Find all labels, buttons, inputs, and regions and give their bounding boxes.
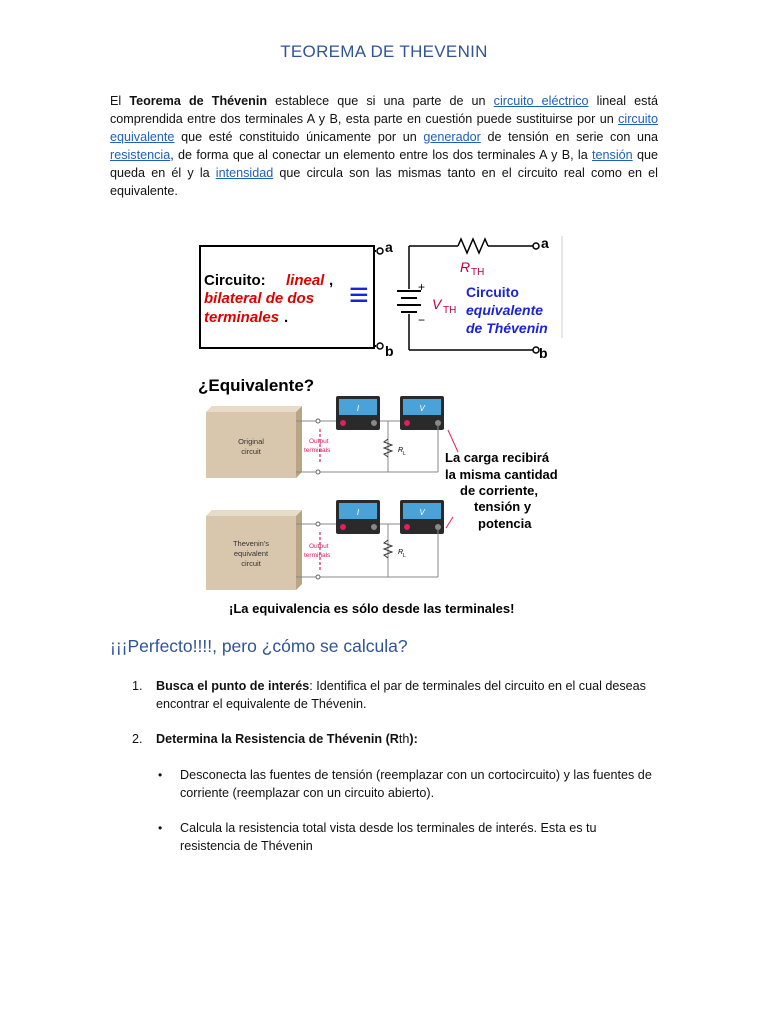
thevenin-label-2: equivalent bbox=[233, 549, 269, 558]
intro-text: El bbox=[110, 94, 130, 108]
period-label: . bbox=[284, 309, 289, 326]
output-label-1: Output bbox=[309, 438, 329, 445]
load-note-1: La carga recibirá bbox=[445, 450, 550, 465]
ammeter-label: I bbox=[356, 404, 360, 413]
equivalence-symbol: ≡ bbox=[349, 276, 369, 314]
link-circuito-electrico[interactable]: circuito eléctrico bbox=[493, 94, 589, 108]
load-note-2: la misma cantidad bbox=[445, 467, 558, 482]
rl-subscript: L bbox=[403, 451, 406, 457]
thevenin-label-1: Thevenin's bbox=[232, 539, 270, 548]
step-body: : Identifica el par de terminales del circuito en el cual deseas encontrar el equivalente de Thévenin. bbox=[156, 679, 646, 711]
original-label-2: circuit bbox=[241, 447, 261, 456]
thevenin-figure bbox=[198, 234, 570, 620]
intro-text: , de forma que al conectar un elemento entre los dos terminales A y B, la bbox=[170, 148, 593, 162]
intro-text: que esté constituido únicamente por un bbox=[174, 130, 424, 144]
bullet-mark: • bbox=[158, 768, 163, 782]
link-intensidad[interactable]: intensidad bbox=[215, 166, 274, 180]
bullet-text: Desconecta las fuentes de tensión (reemplazar con un cortocircuito) y las fuentes de corriente (reemplazar con un circuito abierto). bbox=[180, 768, 652, 800]
list-number: 1. bbox=[132, 679, 143, 693]
comma-label: , bbox=[329, 272, 334, 289]
circuit-label: Circuito: bbox=[204, 272, 266, 289]
output-label-2: terminals bbox=[304, 447, 331, 454]
page-title: TEOREMA DE THEVENIN bbox=[280, 42, 488, 61]
section-heading: ¡¡¡Perfecto!!!!, pero ¿cómo se calcula? bbox=[110, 636, 408, 656]
intro-text: establece que si una parte de un bbox=[267, 94, 494, 108]
terminal-a-dot bbox=[533, 243, 539, 249]
output-label-2: terminals bbox=[304, 552, 331, 559]
load-note-4: tensión y bbox=[474, 499, 532, 514]
rl-subscript: L bbox=[403, 553, 406, 559]
minus-sign: − bbox=[418, 313, 426, 327]
rl-label: R bbox=[398, 549, 404, 556]
equivalent-label-3: de Thévenin bbox=[466, 320, 548, 336]
step-small: th bbox=[398, 732, 410, 746]
arrow-line bbox=[448, 430, 458, 452]
equivalent-label-1: Circuito bbox=[466, 284, 519, 300]
terminal-a-dot bbox=[377, 248, 383, 254]
thevenin-label-3: circuit bbox=[241, 559, 261, 568]
load-note-5: potencia bbox=[478, 516, 532, 531]
equivalence-caption: ¡La equivalencia es sólo desde las terminales! bbox=[229, 601, 515, 616]
link-tension[interactable]: tensión bbox=[592, 148, 633, 162]
ammeter-label: I bbox=[356, 508, 360, 517]
terminal-b-label: b bbox=[385, 343, 394, 359]
original-label-1: Original bbox=[238, 437, 264, 446]
plus-sign: + bbox=[418, 280, 426, 294]
step-text bbox=[156, 677, 666, 713]
intro-text: que circula son las mismas tanto en el circuito real como en el equivalente. bbox=[110, 166, 658, 198]
step-text bbox=[156, 730, 666, 748]
equivalent-question: ¿Equivalente? bbox=[198, 376, 315, 395]
intro-paragraph bbox=[110, 92, 658, 200]
vth-label: V bbox=[432, 296, 442, 312]
bilateral-label: bilateral de dos bbox=[204, 290, 315, 307]
terminal-b-label: b bbox=[539, 345, 548, 361]
intro-text: lineal está comprendida entre dos terminales A y B, esta parte en cuestión puede sustituirse por un bbox=[110, 94, 658, 126]
equivalent-label-2: equivalente bbox=[466, 302, 544, 318]
rth-label: R bbox=[460, 259, 471, 275]
thevenin-equivalent-diagram bbox=[397, 235, 562, 361]
bullet-mark: • bbox=[158, 821, 163, 835]
resistor-rth bbox=[458, 239, 488, 253]
terminales-label: terminales bbox=[204, 309, 280, 326]
terminal-a-label: a bbox=[385, 239, 393, 255]
output-label-1: Output bbox=[309, 543, 329, 550]
voltmeter-label: V bbox=[419, 508, 425, 517]
terminal-b-dot bbox=[377, 343, 383, 349]
terminal-a-label: a bbox=[541, 235, 549, 251]
lineal-label: lineal bbox=[286, 272, 325, 289]
link-circuito-equivalente[interactable]: circuito equivalente bbox=[110, 112, 658, 144]
original-circuit-test bbox=[206, 396, 444, 478]
intro-text: que queda en él y la bbox=[110, 148, 658, 180]
voltmeter-label: V bbox=[419, 404, 425, 413]
step-bold-end: ): bbox=[409, 732, 418, 746]
link-resistencia[interactable]: resistencia bbox=[110, 148, 171, 162]
arrow-line bbox=[446, 517, 453, 528]
rl-label: R bbox=[398, 447, 404, 454]
step-bold: Busca el punto de interés bbox=[156, 679, 310, 693]
bullet-text: Calcula la resistencia total vista desde los terminales de interés. Esta es tu resistencia de Thévenin bbox=[180, 821, 597, 853]
intro-bold-term: Teorema de Thévenin bbox=[129, 94, 268, 108]
load-note-3: de corriente, bbox=[460, 483, 539, 498]
vth-subscript: TH bbox=[443, 305, 457, 316]
link-generador[interactable]: generador bbox=[423, 130, 481, 144]
thevenin-circuit-test bbox=[206, 500, 444, 590]
step-bold: Determina la Resistencia de Thévenin (R bbox=[156, 732, 399, 746]
list-number: 2. bbox=[132, 732, 143, 746]
rth-subscript: TH bbox=[471, 267, 485, 278]
intro-text: de tensión en serie con una bbox=[480, 130, 659, 144]
